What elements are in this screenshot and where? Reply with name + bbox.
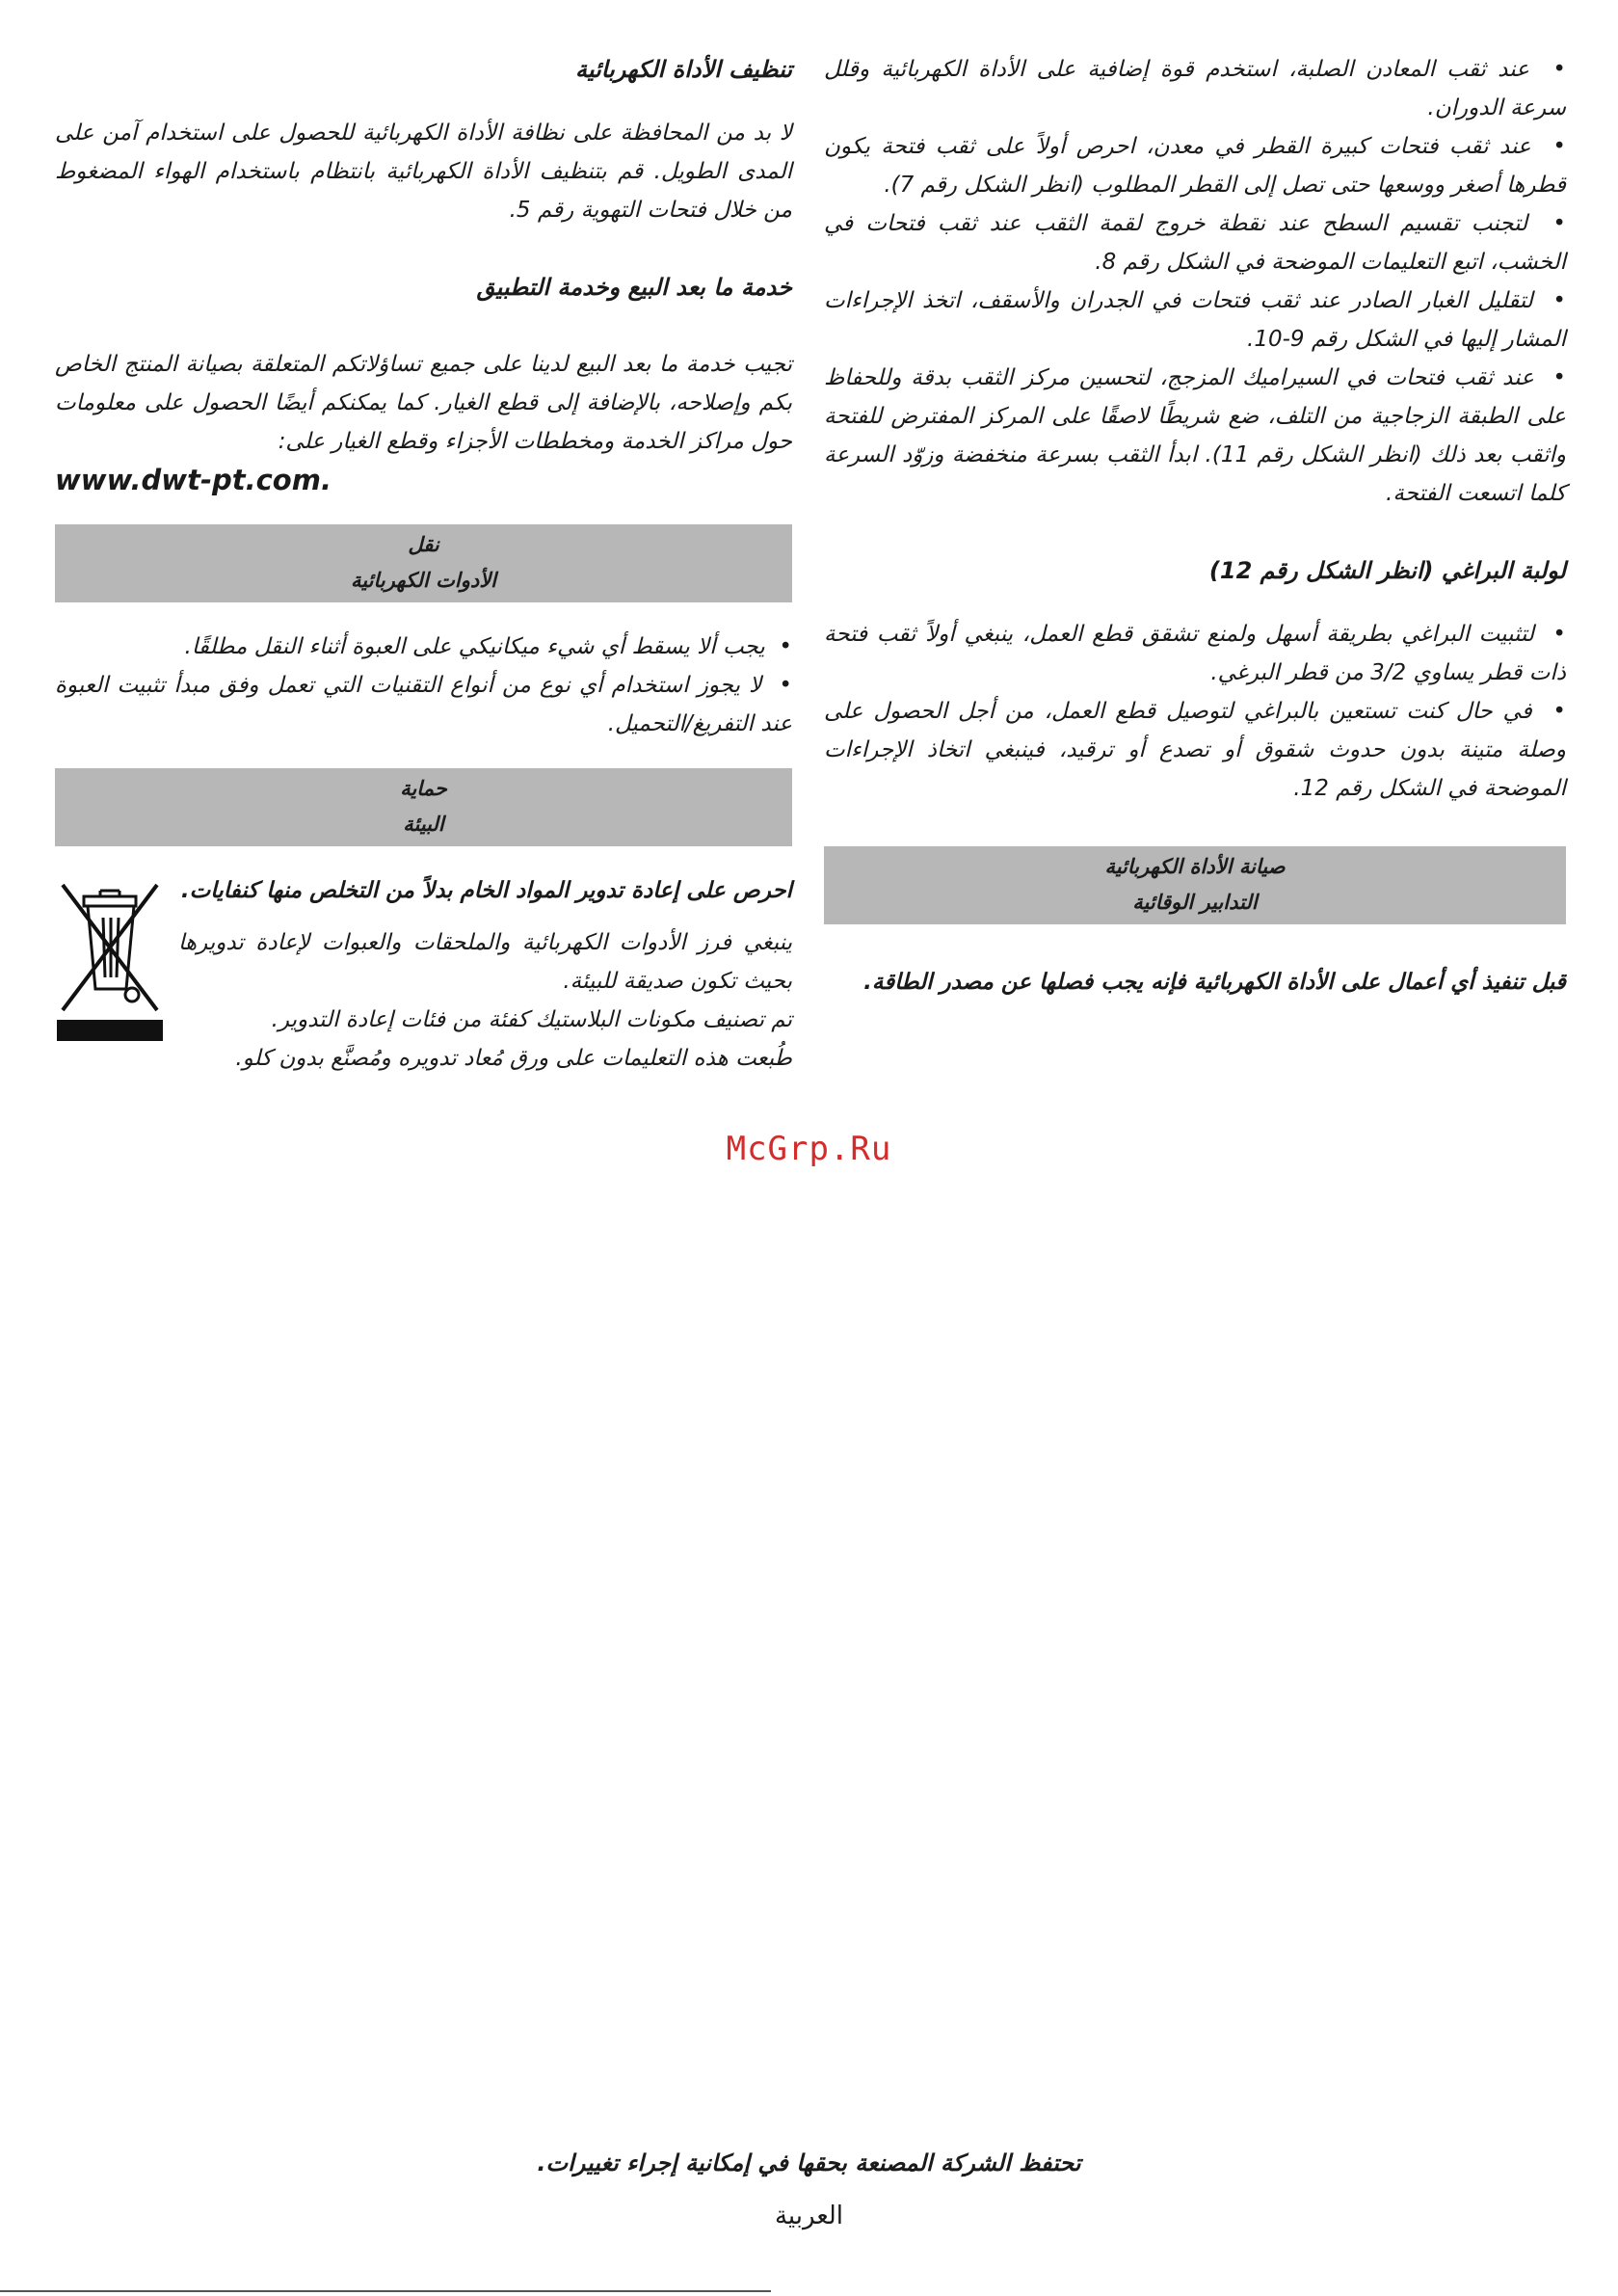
drill-bullet-5: • عند ثقب فتحات في السيراميك المزجج، لتحسين مركز الثقب بدقة وللحفاظ على الطبقة الزجاجية من التلف، ضع شريطًا لاصقًا على المركز المفترض للفتحة واثقب بعد ذلك (انظر الشكل رقم 11). ابدأ الثقب بسرعة منخفضة وزوّد السرعة كلما اتسعت الفتحة. [824, 359, 1566, 513]
recycle-section [55, 871, 792, 1001]
bottom-rule [0, 2290, 771, 2292]
maintenance-banner [824, 846, 1566, 924]
service-url[interactable]: www.dwt-pt.com. [55, 464, 332, 496]
maintenance-warning: قبل تنفيذ أي أعمال على الأداة الكهربائية فإنه يجب فصلها عن مصدر الطاقة. [863, 970, 1566, 995]
environment-banner-line1: حماية [400, 777, 447, 800]
right-column [824, 50, 1566, 1001]
drill-bullet-3: • لتجنب تقسيم السطح عند نقطة خروج لقمة الثقب عند ثقب فتحات في الخشب، اتبع التعليمات الموضحة في الشكل رقم 8. [824, 204, 1566, 281]
paper-text: طُبعت هذه التعليمات على ورق مُعاد تدويره ومُصنَّع بدون كلو. [235, 1046, 792, 1071]
watermark: McGrp.Ru [726, 1130, 892, 1168]
transport-banner [55, 524, 792, 602]
plastic-text: تم تصنيف مكونات البلاستيك كفئة من فئات إعادة التدوير. [271, 1007, 792, 1032]
left-column [55, 50, 792, 1078]
screw-bullet-2: • في حال كنت تستعين بالبراغي لتوصيل قطع العمل، من أجل الحصول على وصلة متينة بدون حدوث شقوق أو تصدع أو ترقيد، فينبغي اتخاذ الإجراءات الموضحة في الشكل رقم 12. [824, 692, 1566, 808]
environment-banner-line2: البيئة [403, 813, 444, 836]
environment-banner [55, 768, 792, 846]
screw-heading: لولبة البراغي (انظر الشكل رقم 12) [1208, 557, 1566, 584]
transport-bullet-1: • يجب ألا يسقط أي شيء ميكانيكي على العبوة أثناء النقل مطلقًا. [55, 627, 792, 666]
footer-language: العربية [774, 2202, 844, 2230]
transport-bullet-2: • لا يجوز استخدام أي نوع من أنواع التقنيات التي تعمل وفق مبدأ تثبيت العبوة عند التفريغ/التحميل. [55, 666, 792, 743]
cleaning-text: لا بد من المحافظة على نظافة الأداة الكهربائية للحصول على استخدام آمن على المدى الطويل. قم بتنظيف الأداة الكهربائية بانتظام باستخدام الهواء المضغوط من خلال فتحات التهوية رقم 5. [55, 120, 792, 223]
transport-banner-line1: نقل [408, 533, 439, 556]
drill-bullet-4: • لتقليل الغبار الصادر عند ثقب فتحات في الجدران والأسقف، اتخذ الإجراءات المشار إليها في الشكل رقم 9-10. [824, 281, 1566, 359]
transport-banner-line2: الأدوات الكهربائية [351, 569, 496, 592]
maintenance-banner-line1: صيانة الأداة الكهربائية [1104, 855, 1286, 878]
recycle-bold-text: احرص على إعادة تدوير المواد الخام بدلاً من التخلص منها كنفايات. [180, 878, 792, 903]
maintenance-banner-line2: التدابير الوقائية [1132, 891, 1258, 914]
crossed-bin-icon [57, 875, 163, 1037]
recycle-text: ينبغي فرز الأدوات الكهربائية والملحقات والعبوات لإعادة تدويرها بحيث تكون صديقة للبيئة. [178, 930, 792, 994]
footer-note: تحتفظ الشركة المصنعة بحقها في إمكانية إجراء تغييرات. [537, 2149, 1081, 2176]
drill-bullet-1: • عند ثقب المعادن الصلبة، استخدم قوة إضافية على الأداة الكهربائية وقلل سرعة الدوران. [824, 50, 1566, 127]
drill-bullet-2: • عند ثقب فتحات كبيرة القطر في معدن، احرص أولاً على ثقب فتحة يكون قطرها أصغر ووسعها حتى تصل إلى القطر المطلوب (انظر الشكل رقم 7). [824, 127, 1566, 204]
cleaning-heading: تنظيف الأداة الكهربائية [574, 56, 792, 83]
service-text: تجيب خدمة ما بعد البيع لدينا على جميع تساؤلاتكم المتعلقة بصيانة المنتج الخاص بكم وإصلاحه، بالإضافة إلى قطع الغيار. كما يمكنكم أيضًا الحصول على معلومات حول مراكز الخدمة ومخططات الأجزاء وقطع الغيار على: [55, 352, 792, 454]
service-heading: خدمة ما بعد البيع وخدمة التطبيق [476, 274, 792, 301]
screw-bullet-1: • لتثبيت البراغي بطريقة أسهل ولمنع تشقق قطع العمل، ينبغي أولاً ثقب فتحة ذات قطر يساوي 3/2 من قطر البرغي. [824, 615, 1566, 692]
bin-bar [57, 1020, 163, 1041]
